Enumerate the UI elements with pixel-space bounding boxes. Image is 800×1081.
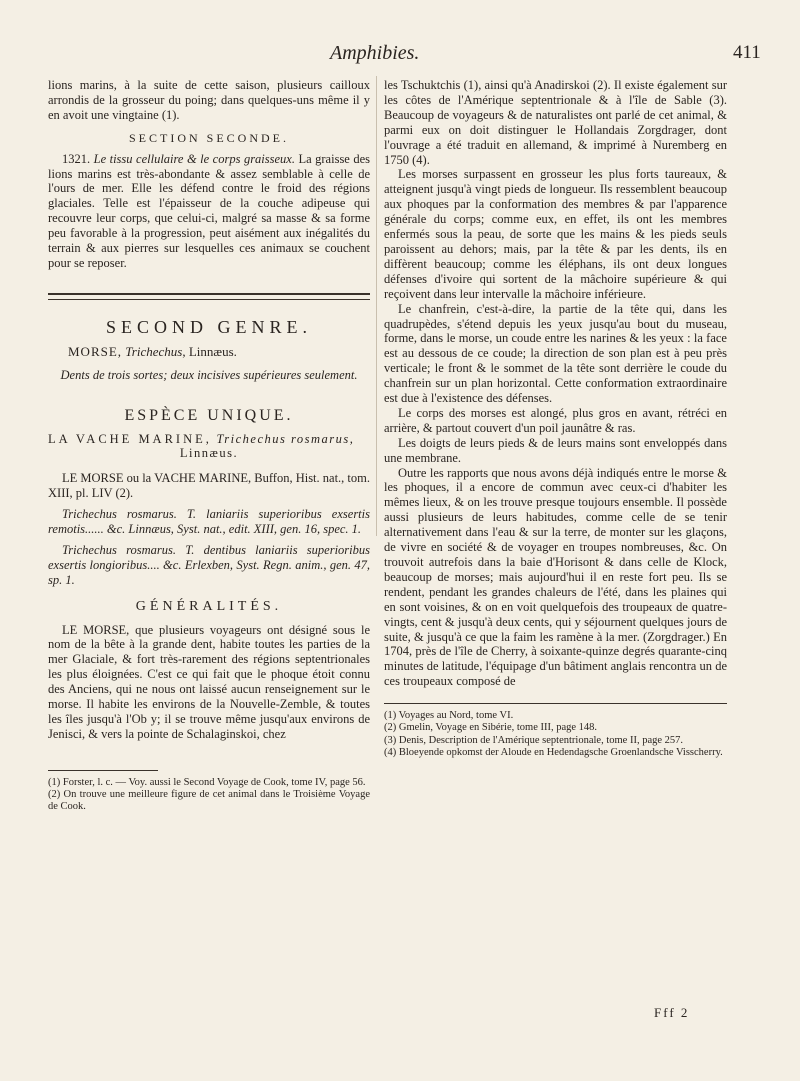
footnote: (1) Forster, l. c. — Voy. aussi le Second Voyage de Cook, tome IV, page 56. — [48, 776, 366, 788]
species-title: ESPÈCE UNIQUE. — [124, 406, 294, 424]
genus-heading — [48, 345, 370, 360]
footnote: (3) Denis, Description de l'Amérique septentrionale, tome II, page 257. — [384, 734, 684, 746]
paragraph: les Tschuktchis (1), ainsi qu'à Anadirskoi (2). Il existe également sur les côtes de l'Amérique septentrionale & à l'île de Sable (3). Beaucoup de voyageurs & de naturalistes ont parlé de cet animal, & parmi eux on doit distinguer le Hollandais Zorgdrager, dont l'ouvrage a été traduit en allemand, & imprimé à Nuremberg en 1750 (4). — [384, 78, 727, 167]
species-latin: Trichechus rosmarus, — [216, 431, 355, 446]
left-column — [48, 78, 370, 814]
genus-name: MORSE, — [68, 343, 123, 359]
genre-title: SECOND GENRE. — [105, 316, 312, 337]
page-header — [0, 42, 800, 70]
footnote-rule — [384, 703, 727, 704]
paragraph: LE MORSE, que plusieurs voyageurs ont désigné sous le nom de la bête à la grande dent, habite toutes les parties de la mer Glaciale, & fort très-rarement des régions septentrionales les plus éloignées. C'est ce qui fait que le phoque étoit connu des Anciens, qui ne nous ont laissé aucun renseignement sur le morse. Il habite les environs de la Nouvelle-Zemble, & toutes les îles jusqu'à l'Ob y; il se trouve même jusqu'aux environs de Jenisci, & vers la pointe de Schalaginskoi, chez — [48, 622, 370, 741]
double-rule — [48, 293, 370, 300]
synonym-entry: Trichechus rosmarus. T. laniariis superioribus exsertis remotis...... &c. Linnæus, Syst. nat., edit. XIII, gen. 16, spec. 1. — [48, 507, 370, 537]
paragraph-text: La graisse des lions marins est très-abondante & assez semblable à celle de l'ours de mer. Elle les défend contre le froid des régions glaciales. Telle est l'épaisseur de la couche adipeuse qui recouvre leur corps, que celui-ci, malgré sa masse & sa forme peu favorable à la progression, peut aisément aux inégalités du terrain & aux pierres sur lesquelles ces animaux se couchent pour se reposer. — [48, 151, 371, 270]
paragraph: Le corps des morses est alongé, plus gros en avant, rétréci en arrière, & partout couvert d'un poil jaunâtre & ras. — [384, 405, 727, 435]
generalities-title: GÉNÉRALITÉS. — [135, 598, 283, 614]
signature-mark: Fff 2 — [654, 1005, 690, 1020]
species-common-name: LA VACHE MARINE, — [48, 431, 212, 446]
paragraph: Les morses surpassent en grosseur les plus forts taureaux, & atteignent jusqu'à vingt pieds de longueur. Ils ressemblent beaucoup aux phoques par la conformation des membres & par l'apparence générale du corps; comme eux, en effet, ils ont les membres enfermés sous la peau, de sorte que les mains & les pieds seuls paroissent au dehors; mais, par la tête & par les dents, ils en diffèrent beaucoup; comme les éléphans, ils ont deux longues défenses d'ivoire qui sortent de la mâchoire supérieure & qui reçoivent dans leur intervalle la mâchoire inférieure. — [384, 167, 727, 301]
running-title: Amphibies. — [330, 42, 420, 64]
genus-character: Dents de trois sortes; deux incisives supérieures seulement. — [60, 367, 358, 382]
footnote: (2) On trouve une meilleure figure de cet animal dans le Troisième Voyage de Cook. — [48, 789, 370, 813]
paragraph: lions marins, à la suite de cette saison, plusieurs cailloux arrondis de la grosseur du poing; dans quelques-uns même il y en avoit une vingtaine (1). — [48, 78, 370, 122]
paragraph-number: 1321. — [62, 151, 91, 166]
footnotes — [48, 777, 370, 814]
synonymy — [48, 471, 370, 587]
section-title: SECTION SECONDE. — [128, 130, 289, 145]
column-divider — [376, 76, 377, 536]
page-number: 411 — [733, 42, 761, 63]
synonym-entry: Trichechus rosmarus. T. dentibus laniariis superioribus exsertis longioribus.... &c. Erlexben, Syst. Regn. anim., gen. 47, sp. 1. — [48, 542, 370, 587]
paragraph: Outre les rapports que nous avons déjà indiqués entre le morse & les phoques, il a encore de commun avec ceux-ci d'habiter les mêmes lieux, & on les trouve presque toujours ensemble. Il possède aussi plusieurs de leurs habitudes, comme celle de se tenir alternativement dans l'eau & sur la terre, de monter sur les glaçons, de vivre en société & de voyager en troupes nombreuses, &c. On trouvoit autrefois dans la baie d'Horisont & dans celle de Klock, beaucoup de morses; mais aujourd'hui il en reste fort peu. Ils se rendent, pendant les grandes chaleurs de l'été, dans les plaines qui en sont voisines, & on en voit quelquefois des troupeaux de quatre-vingts, cent & jusqu'à deux cents, qui y séjournent quelques jours de suite, & jusqu'à ce que la faim les ramène à la mer. (Zorgdrager.) En 1704, près de l'île de Cherry, à soixante-quinze degrés quarante-cinq minutes de latitude, l'équipage d'un bâtiment anglais rencontra un de ces troupeaux composé de — [384, 465, 727, 689]
paragraph: Le chanfrein, c'est-à-dire, la partie de la tête qui, dans les quadrupèdes, s'étend depuis les yeux jusqu'au bout du museau, forme, dans le morse, un coude entre les narines & les yeux : la face est au dessous de ce coude; la direction de son plan est à peu près verticale; le front & le sommet de la tête sont derrière le coude du chanfrein sur un plan horizontal. Cette conformation extraordinaire est due à l'existence des défenses. — [384, 301, 727, 406]
synonym-entry: LE MORSE ou la VACHE MARINE, Buffon, Hist. nat., tom. XIII, pl. LIV (2). — [48, 471, 370, 501]
paragraph — [48, 152, 370, 271]
paragraph-heading: Le tissu cellulaire & le corps graisseux. — [93, 151, 295, 166]
genus-author: , Linnæus. — [182, 343, 237, 359]
species-heading — [48, 432, 370, 462]
paragraph: Les doigts de leurs pieds & de leurs mains sont enveloppés dans une membrane. — [384, 435, 727, 465]
footnote: (2) Gmelin, Voyage en Sibérie, tome III, page 148. — [384, 722, 598, 734]
species-author: Linnæus. — [179, 446, 239, 461]
genus-latin: Trichechus — [125, 343, 183, 359]
footnotes — [384, 710, 727, 759]
footnote: (4) Bloeyende opkomst der Aloude en Hedendagsche Groenlandsche Visscherry. — [384, 747, 723, 759]
right-column — [384, 78, 727, 759]
footnote-rule — [48, 770, 158, 771]
footnote: (1) Voyages au Nord, tome VI. — [384, 710, 514, 722]
